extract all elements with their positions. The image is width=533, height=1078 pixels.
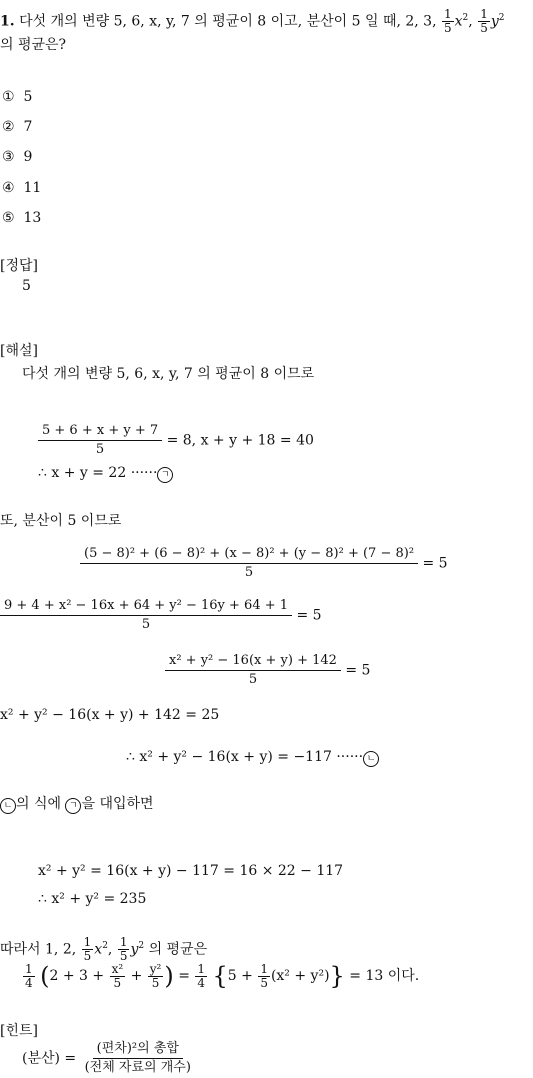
equation-3: $\frac{\text{(5 − 8)² + (6 − 8)² + (x − 8)² + (y − 8)² + (7 − 8)²}}{5}$ = 5 (80, 545, 448, 582)
equation-2: ∴ x + y = 22 ······ ㄱ (38, 465, 173, 483)
hint-formula: (분산) = $\frac{\text{(편차)²의 총합}}{\text{(전체 자료의 개수)}}$ (22, 1041, 191, 1075)
solution-intro: 다섯 개의 변량 5, 6, x, y, 7 의 평균이 8 이므로 (22, 366, 315, 382)
equation-7: ∴ x² + y² − 16(x + y) = −117 ······ ㄴ (126, 749, 379, 767)
equation-8: x² + y² = 16(x + y) − 117 = 16 × 22 − 117 (38, 863, 344, 879)
choice-4[interactable]: ④ 11 (2, 180, 42, 196)
equation-6: x² + y² − 16(x + y) + 142 = 25 (0, 707, 220, 723)
equation-5: $\frac{\text{x² + y² − 16(x + y) + 142}}{5}$ = 5 (165, 652, 370, 689)
choice-1[interactable]: ① 5 (2, 89, 33, 105)
question-line-1: 1. 다섯 개의 변량 5, 6, x, y, 7 의 평균이 8 이고, 분산이 5 일 때, 2, 3, $\frac{1}{5}$ $x^2$, $\frac{1}{5}$ $y^2$ (0, 7, 505, 35)
equation-4: $\frac{\text{9 + 4 + x² − 16x + 64 + y² − 16y + 64 + 1}}{5}$ = 5 (0, 597, 322, 634)
mark-nieun: ㄴ (363, 751, 379, 767)
equation-1: $\frac{5 + 6 + x + y + 7}{5}$ = 8, x + y + 18 = 40 (38, 422, 314, 459)
equation-9: ∴ x² + y² = 235 (38, 891, 147, 907)
fraction: $\frac{1}{5}$ (480, 7, 488, 35)
question-line-2: 의 평균은? (0, 37, 67, 53)
mark-giyeok: ㄱ (157, 467, 173, 483)
solution-label: [해설] (0, 343, 38, 359)
question-number: 1. (0, 13, 15, 30)
answer-value: 5 (22, 278, 31, 294)
answer-label: [정답] (0, 258, 38, 274)
hint-label: [힌트] (0, 1023, 38, 1039)
fraction: $\frac{1}{5}$ (444, 7, 452, 35)
final-equation: $\frac{1}{4}$ (2 + 3 + $\frac{\text{x²}}{5}$ + $\frac{\text{y²}}{5}$ ) = $\frac{1}{4}$ {5 + $\frac{1}{5}$ (x² + y²)} = 13 이다. (25, 961, 420, 990)
question-text: 다섯 개의 변량 5, 6, x, y, 7 의 평균이 8 이고, 분산이 5 일 때, 2, 3, (19, 13, 437, 30)
choice-5[interactable]: ⑤ 13 (2, 210, 42, 226)
choice-2[interactable]: ② 7 (2, 119, 33, 135)
choice-3[interactable]: ③ 9 (2, 149, 33, 165)
substitution-text: ㄴ 의 식에 ㄱ 을 대입하면 (0, 793, 154, 814)
therefore-line: 따라서 1, 2, $\frac{1}{5}$ $x^2$, $\frac{1}{5}$ $y^2$ 의 평균은 (0, 935, 208, 963)
also-text: 또, 분산이 5 이므로 (0, 513, 122, 529)
